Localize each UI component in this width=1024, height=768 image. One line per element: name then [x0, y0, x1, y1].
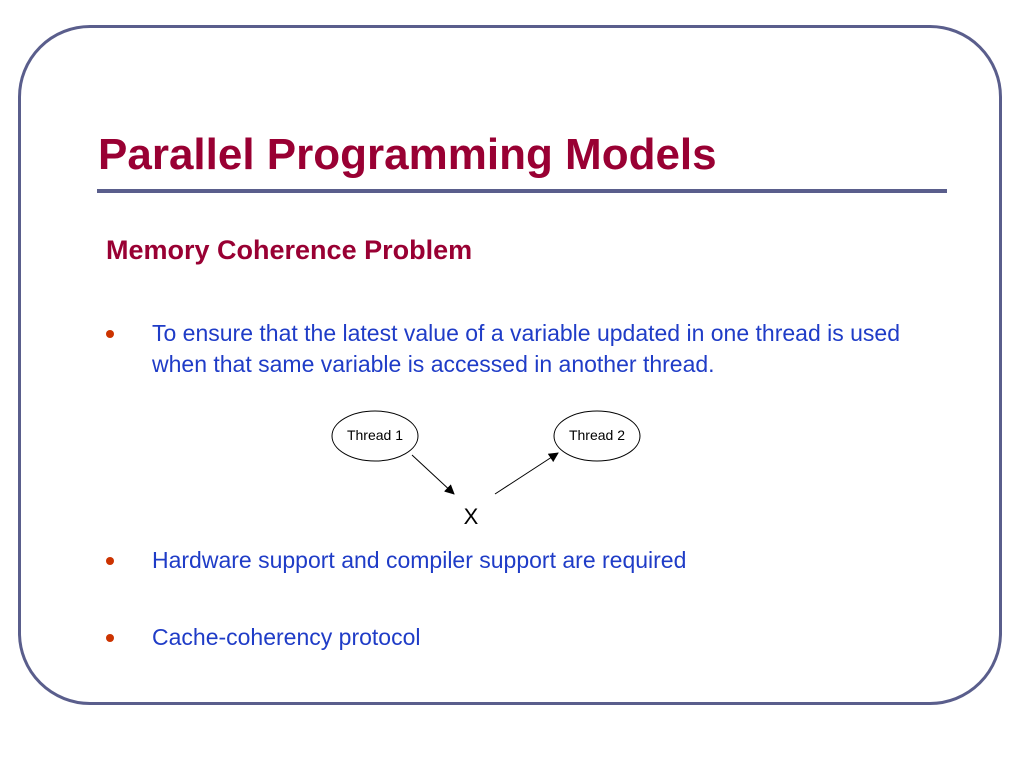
thread-1-label: Thread 1 — [346, 427, 404, 443]
slide-title: Parallel Programming Models — [98, 130, 717, 179]
variable-x-label: X — [463, 504, 479, 529]
title-divider — [97, 189, 947, 193]
diagram-graphics — [320, 400, 660, 540]
bullet-text: Hardware support and compiler support are required — [152, 547, 687, 573]
memory-coherence-diagram — [320, 400, 660, 540]
bullet-dot-icon — [106, 557, 114, 565]
bullet-text: To ensure that the latest value of a variable updated in one thread is used when that same variable is accessed in another thread. — [152, 320, 901, 377]
thread-2-label: Thread 2 — [568, 427, 626, 443]
x-to-thread-2-arrow — [495, 453, 558, 494]
slide-subheading: Memory Coherence Problem — [106, 235, 473, 265]
bullet-dot-icon — [106, 634, 114, 642]
bullet-text: Cache-coherency protocol — [152, 624, 421, 650]
bullet-dot-icon — [106, 330, 114, 338]
thread-1-to-x-arrow — [412, 455, 454, 494]
